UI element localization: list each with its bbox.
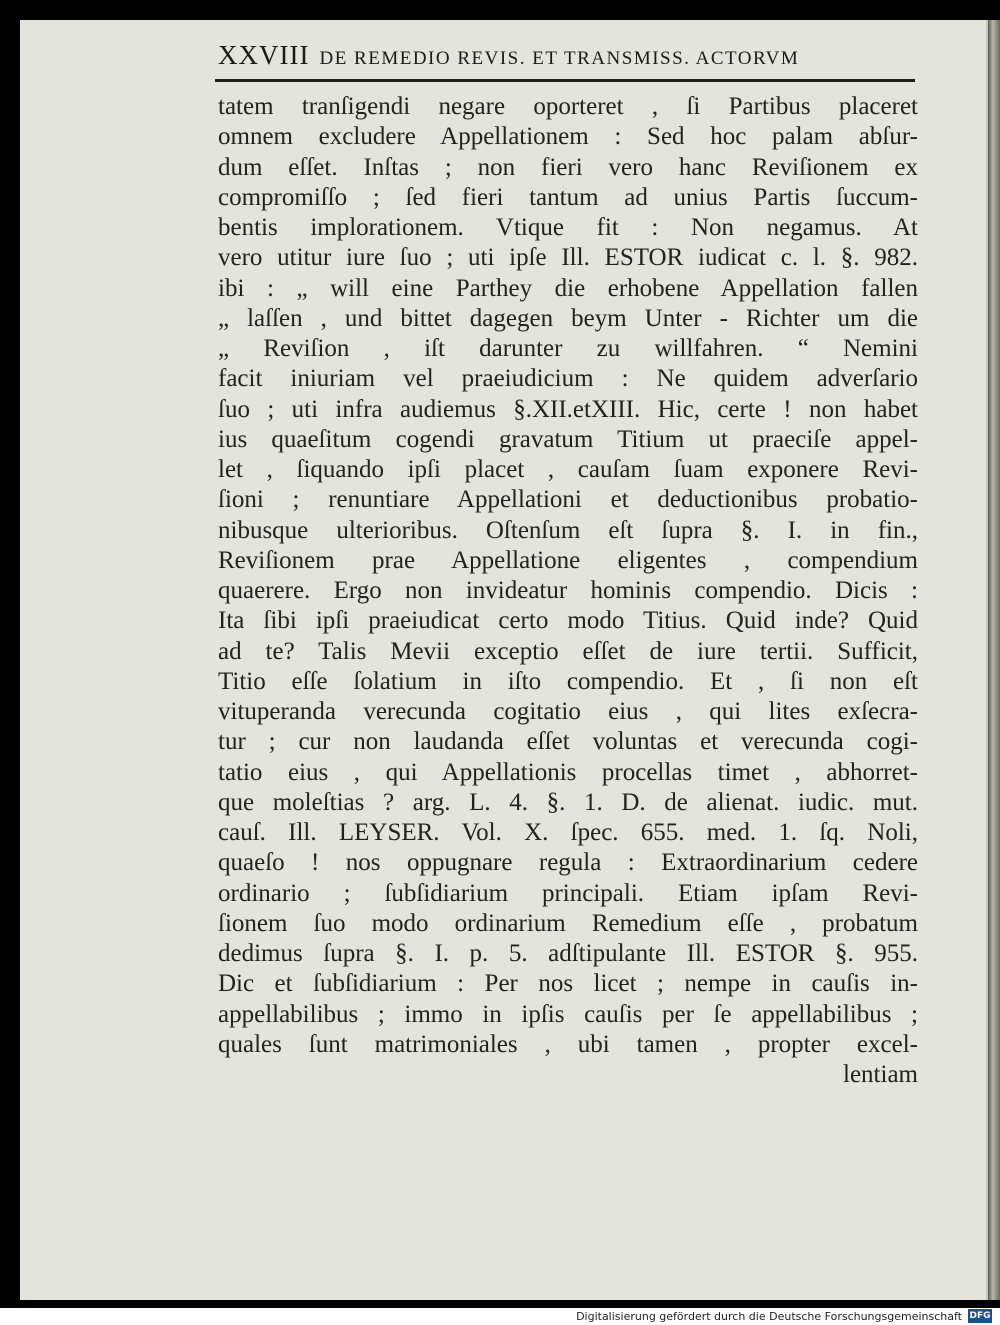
text-line: ordinario ; ſubſidiarium principali. Etiam ipſam Revi- [218,879,918,907]
text-line: let , ſiquando ipſi placet , cauſam ſuam exponere Revi- [218,456,918,483]
text-line: ſionem ſuo modo ordinarium Remedium eſſe , probatum [218,909,918,937]
text-line: cauſ. Ill. LEYSER. Vol. X. ſpec. 655. med. 1. ſq. Noli, [218,819,918,846]
text-line: nibusque ulterioribus. Oſtenſum eſt ſupra §. I. in fin., [218,516,918,544]
running-head [218,40,918,76]
footer-bar [0,1308,1000,1325]
text-line: que moleſtias ? arg. L. 4. §. 1. D. de alienat. iudic. mut. [218,788,918,816]
text-line: quaerere. Ergo non invideatur hominis compendio. Dicis : [218,577,918,604]
text-line: omnem excludere Appellationem : Sed hoc palam abſur- [218,123,918,151]
text-line: Reviſionem prae Appellatione eligentes , compendium [218,546,918,574]
text-line: compromiſſo ; ſed fieri tantum ad unius Partis ſuccum- [218,183,918,211]
text-line: quales ſunt matrimoniales , ubi tamen , propter excel- [218,1030,918,1058]
funding-credit: Digitalisierung gefördert durch die Deutsche Forschungsgemeinschaft [576,1310,962,1323]
text-line: appellabilibus ; immo in ipſis cauſis per ſe appellabilibus ; [218,1000,918,1028]
text-line: bentis implorationem. Vtique fit : Non negamus. At [218,214,918,241]
text-line: „ laſſen , und bittet dagegen beym Unter - Richter um die [218,304,918,332]
text-line: Ita ſibi ipſi praeiudicat certo modo Titius. Quid inde? Quid [218,607,918,635]
text-line: ibi : „ will eine Parthey die erhobene Appellation fallen [218,274,918,302]
text-line: Titio eſſe ſolatium in iſto compendio. Et , ſi non eſt [218,667,918,695]
text-line: ad te? Talis Mevii exceptio eſſet de iure tertii. Sufficit, [218,637,918,665]
page-edge [988,20,1000,1300]
text-line: facit iniuriam vel praeiudicium : Ne quidem adverſario [218,365,918,393]
text-line: ius quaeſitum cogendi gravatum Titium ut praeciſe appel- [218,425,918,453]
text-line: vituperanda verecunda cogitatio eius , qui lites exſecra- [218,698,918,725]
text-line: tatem tranſigendi negare oporteret , ſi Partibus placeret [218,93,918,120]
running-title: DE REMEDIO REVIS. ET TRANSMISS. ACTORVM [319,48,800,69]
text-line: ſuo ; uti infra audiemus §.XII.etXIII. Hic, certe ! non habet [218,395,918,423]
dfg-logo-icon: DFG [969,1311,991,1321]
text-line: tur ; cur non laudanda eſſet voluntas et verecunda cogi- [218,728,918,756]
catchword: lentiam [843,1061,918,1088]
text-line: ſioni ; renuntiare Appellationi et deductionibus probatio- [218,486,918,514]
text-line: dedimus ſupra §. I. p. 5. adſtipulante Ill. ESTOR §. 955. [218,940,918,967]
text-line: dum eſſet. Inſtas ; non fieri vero hanc Reviſionem ex [218,153,918,181]
page-number: XXVIII [218,40,310,70]
text-line: vero utitur iure ſuo ; uti ipſe Ill. ESTOR iudicat c. l. §. 982. [218,244,918,272]
text-line: tatio eius , qui Appellationis procellas timet , abhorret- [218,758,918,786]
text-line: quaeſo ! nos oppugnare regula : Extraordinarium cedere [218,849,918,877]
text-line: Dic et ſubſidiarium : Per nos licet ; nempe in cauſis in- [218,970,918,998]
header-rule [215,79,915,82]
body-text [218,92,918,1090]
text-line: „ Reviſion , iſt darunter zu willfahren. “ Nemini [218,335,918,362]
